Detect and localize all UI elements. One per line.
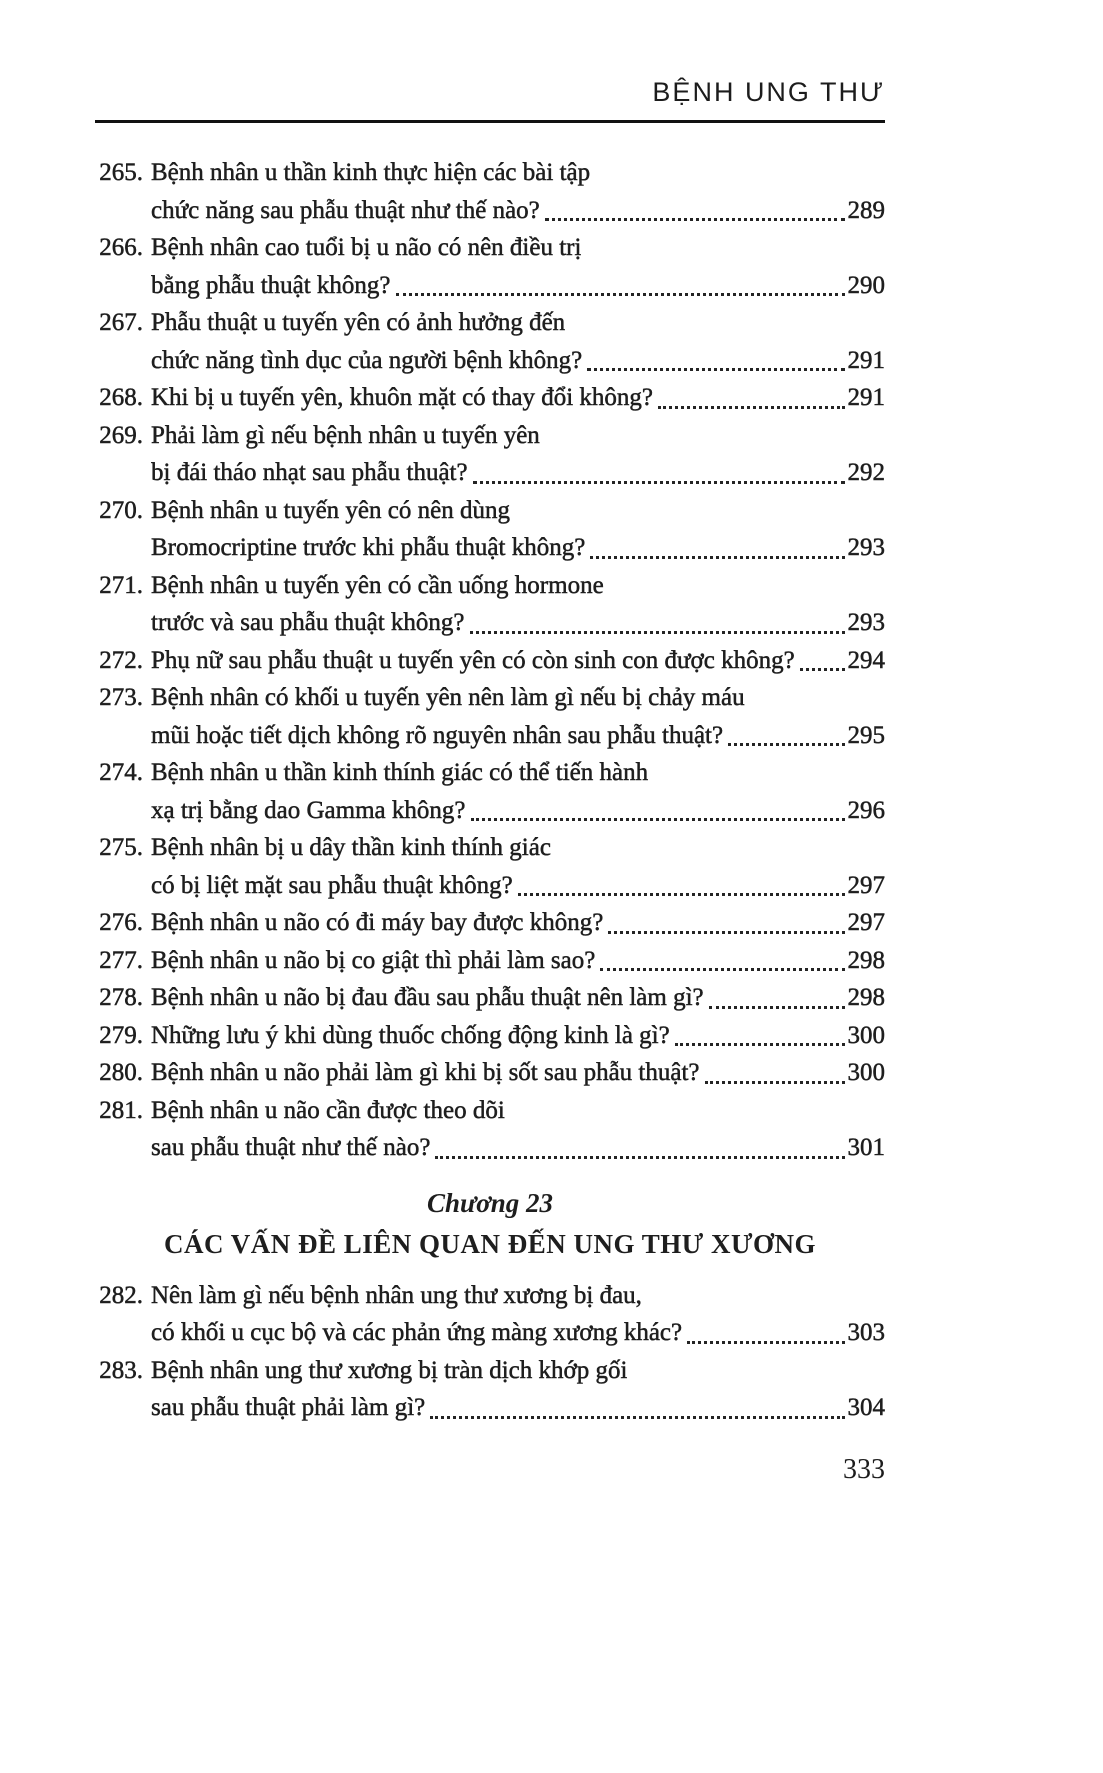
entry-line xyxy=(151,792,885,830)
entry-number: 269. xyxy=(99,421,143,449)
entry-line xyxy=(151,717,885,755)
entry-page-ref: 290 xyxy=(847,271,885,299)
entry-line xyxy=(151,829,885,867)
entry-page-ref: 304 xyxy=(847,1394,885,1421)
dot-leader xyxy=(709,1006,845,1009)
entry-number: 272. xyxy=(99,646,143,674)
page-header xyxy=(95,76,885,123)
entry-line-text: Bệnh nhân u não bị đau đầu sau phẫu thuật nên làm gì? xyxy=(151,984,704,1011)
dot-leader xyxy=(430,1416,844,1419)
entry-line-text: bị đái tháo nhạt sau phẫu thuật? xyxy=(151,459,468,486)
entry-line xyxy=(151,492,885,530)
entry-line-text: Bệnh nhân u tuyến yên có cần uống hormone xyxy=(151,571,604,599)
entry-line-text: có khối u cục bộ và các phản ứng màng xương khác? xyxy=(151,1319,683,1346)
entry-body xyxy=(151,1017,885,1055)
entry-line-text: Bromocriptine trước khi phẫu thuật không? xyxy=(151,534,586,561)
entry-number: 265. xyxy=(99,159,143,186)
entry-line xyxy=(151,679,885,717)
entry-body xyxy=(151,642,885,680)
toc-entry xyxy=(95,304,885,379)
dot-leader xyxy=(687,1341,844,1344)
entry-page-ref: 301 xyxy=(847,1134,885,1161)
entry-number: 273. xyxy=(99,684,143,711)
entry-page-ref: 289 xyxy=(847,196,885,224)
chapter-title: CÁC VẤN ĐỀ LIÊN QUAN ĐẾN UNG THƯ XƯƠNG xyxy=(163,1228,817,1259)
entry-number: 283. xyxy=(99,1356,143,1384)
entry-line-text: Bệnh nhân u thần kinh thính giác có thể tiến hành xyxy=(151,759,649,786)
entry-body xyxy=(151,492,885,567)
entry-line-text: Phụ nữ sau phẫu thuật u tuyến yên có còn sinh con được không? xyxy=(151,646,795,674)
entry-body xyxy=(151,979,885,1017)
entry-line xyxy=(151,1314,885,1352)
dot-leader xyxy=(518,893,845,896)
entry-line xyxy=(151,229,885,267)
dot-leader xyxy=(705,1081,845,1084)
entry-line xyxy=(151,1054,885,1092)
toc-entry xyxy=(95,1352,885,1427)
toc-entry xyxy=(95,679,885,754)
table-of-contents xyxy=(95,154,885,1427)
entry-page-ref: 297 xyxy=(847,871,885,899)
dot-leader xyxy=(435,1156,844,1159)
entry-number: 280. xyxy=(99,1059,143,1086)
toc-entry xyxy=(95,1092,885,1167)
dot-leader xyxy=(470,631,845,634)
entry-line xyxy=(151,529,885,567)
entry-line-text: Bệnh nhân u não bị co giật thì phải làm sao? xyxy=(151,946,596,974)
dot-leader xyxy=(473,481,845,484)
entry-body xyxy=(151,942,885,980)
entry-number: 270. xyxy=(99,496,143,524)
entry-line xyxy=(151,942,885,980)
entry-body xyxy=(151,1092,885,1167)
entry-line xyxy=(151,267,885,305)
entry-page-ref: 297 xyxy=(847,909,885,936)
entry-number: 266. xyxy=(99,234,143,261)
entry-line xyxy=(151,417,885,455)
entry-page-ref: 293 xyxy=(847,534,885,561)
entry-line xyxy=(151,379,885,417)
toc-entry xyxy=(95,754,885,829)
entry-number: 268. xyxy=(99,384,143,411)
entry-line xyxy=(151,867,885,905)
entry-page-ref: 300 xyxy=(847,1021,885,1049)
dot-leader xyxy=(658,406,844,409)
entry-line-text: Bệnh nhân u não có đi máy bay được không? xyxy=(151,909,604,936)
entry-line xyxy=(151,1017,885,1055)
entry-number: 276. xyxy=(99,909,143,936)
entry-line-text: Những lưu ý khi dùng thuốc chống động kinh là gì? xyxy=(151,1021,670,1049)
entry-body xyxy=(151,304,885,379)
entry-line-text: chức năng tình dục của người bệnh không? xyxy=(151,346,583,374)
page-footer xyxy=(95,1453,885,1487)
entry-page-ref: 292 xyxy=(847,459,885,486)
entry-body xyxy=(151,1054,885,1092)
entry-line-text: Nên làm gì nếu bệnh nhân ung thư xương bị đau, xyxy=(151,1281,642,1309)
entry-number: 267. xyxy=(99,309,143,336)
entry-line xyxy=(151,342,885,380)
entry-page-ref: 291 xyxy=(847,346,885,374)
entry-line xyxy=(151,754,885,792)
dot-leader xyxy=(608,931,844,934)
dot-leader xyxy=(587,368,844,371)
entry-line-text: mũi hoặc tiết dịch không rõ nguyên nhân sau phẫu thuật? xyxy=(151,721,724,749)
entry-number: 271. xyxy=(99,571,143,599)
entry-line xyxy=(151,192,885,230)
entry-page-ref: 298 xyxy=(847,984,885,1011)
entry-number: 278. xyxy=(99,984,143,1011)
chapter-label: Chương 23 xyxy=(427,1187,553,1218)
toc-entry xyxy=(95,1054,885,1092)
entry-body xyxy=(151,1277,885,1352)
toc-entry xyxy=(95,942,885,980)
entry-page-ref: 303 xyxy=(847,1319,885,1346)
entry-body xyxy=(151,829,885,904)
toc-entry xyxy=(95,567,885,642)
entry-line-text: Bệnh nhân u não phải làm gì khi bị sốt sau phẫu thuật? xyxy=(151,1059,700,1086)
dot-leader xyxy=(728,743,844,746)
entry-line-text: Bệnh nhân có khối u tuyến yên nên làm gì nếu bị chảy máu xyxy=(151,684,745,711)
toc-entry xyxy=(95,154,885,229)
toc-entry xyxy=(95,904,885,942)
entry-line xyxy=(151,154,885,192)
entry-line-text: xạ trị bằng dao Gamma không? xyxy=(151,796,466,824)
chapter-heading xyxy=(95,1185,885,1262)
entry-line xyxy=(151,567,885,605)
dot-leader xyxy=(396,293,845,296)
entry-line-text: Khi bị u tuyến yên, khuôn mặt có thay đổi không? xyxy=(151,384,654,411)
dot-leader xyxy=(600,968,844,971)
entry-page-ref: 293 xyxy=(847,609,885,636)
entry-line-text: chức năng sau phẫu thuật như thế nào? xyxy=(151,196,540,224)
entry-page-ref: 300 xyxy=(847,1059,885,1086)
toc-entry xyxy=(95,1277,885,1352)
entry-page-ref: 298 xyxy=(847,946,885,974)
entry-number: 274. xyxy=(99,759,143,786)
entry-body xyxy=(151,229,885,304)
entry-number: 281. xyxy=(99,1096,143,1124)
entry-line-text: Bệnh nhân u thần kinh thực hiện các bài tập xyxy=(151,159,591,186)
toc-entry xyxy=(95,417,885,492)
dot-leader xyxy=(545,218,845,221)
entry-page-ref: 291 xyxy=(847,384,885,411)
entry-line xyxy=(151,604,885,642)
entry-body xyxy=(151,417,885,492)
entry-line xyxy=(151,1129,885,1167)
entry-line-text: sau phẫu thuật phải làm gì? xyxy=(151,1394,426,1421)
entry-number: 282. xyxy=(99,1281,143,1309)
entry-line-text: Bệnh nhân bị u dây thần kinh thính giác xyxy=(151,834,551,861)
entry-page-ref: 296 xyxy=(847,796,885,824)
entry-line xyxy=(151,642,885,680)
entry-line-text: Phải làm gì nếu bệnh nhân u tuyến yên xyxy=(151,421,540,449)
toc-entries-part2 xyxy=(95,1277,885,1427)
entry-body xyxy=(151,1352,885,1427)
toc-entry xyxy=(95,229,885,304)
dot-leader xyxy=(590,556,844,559)
entry-line-text: sau phẫu thuật như thế nào? xyxy=(151,1134,431,1161)
dot-leader xyxy=(675,1043,845,1046)
dot-leader xyxy=(800,668,845,671)
dot-leader xyxy=(471,818,845,821)
entry-line xyxy=(151,1352,885,1390)
toc-entry xyxy=(95,1017,885,1055)
entry-line-text: bằng phẫu thuật không? xyxy=(151,271,391,299)
entry-line-text: Bệnh nhân cao tuổi bị u não có nên điều trị xyxy=(151,234,582,261)
entry-body xyxy=(151,754,885,829)
entry-line-text: có bị liệt mặt sau phẫu thuật không? xyxy=(151,871,513,899)
entry-body xyxy=(151,567,885,642)
header-rule xyxy=(95,120,885,123)
entry-page-ref: 294 xyxy=(847,646,885,674)
page-number: 333 xyxy=(843,1453,885,1485)
entry-line-text: trước và sau phẫu thuật không? xyxy=(151,609,465,636)
entry-line xyxy=(151,304,885,342)
entry-line xyxy=(151,454,885,492)
entry-line xyxy=(151,1389,885,1427)
running-head-title: BỆNH UNG THƯ xyxy=(652,77,885,107)
entry-line-text: Bệnh nhân ung thư xương bị tràn dịch khớp gối xyxy=(151,1356,628,1384)
toc-entry xyxy=(95,492,885,567)
entry-number: 275. xyxy=(99,834,143,861)
entry-body xyxy=(151,679,885,754)
entry-line xyxy=(151,1092,885,1130)
entry-line xyxy=(151,1277,885,1315)
entry-page-ref: 295 xyxy=(847,721,885,749)
toc-entry xyxy=(95,642,885,680)
entry-body xyxy=(151,154,885,229)
entry-body xyxy=(151,904,885,942)
entry-line-text: Bệnh nhân u tuyến yên có nên dùng xyxy=(151,496,510,524)
entry-number: 279. xyxy=(99,1021,143,1049)
entry-line-text: Bệnh nhân u não cần được theo dõi xyxy=(151,1096,505,1124)
entry-line xyxy=(151,979,885,1017)
toc-entry xyxy=(95,379,885,417)
toc-entries-part1 xyxy=(95,154,885,1167)
toc-entry xyxy=(95,979,885,1017)
entry-number: 277. xyxy=(99,946,143,974)
entry-line xyxy=(151,904,885,942)
entry-line-text: Phẫu thuật u tuyến yên có ảnh hưởng đến xyxy=(151,309,566,336)
entry-body xyxy=(151,379,885,417)
toc-entry xyxy=(95,829,885,904)
